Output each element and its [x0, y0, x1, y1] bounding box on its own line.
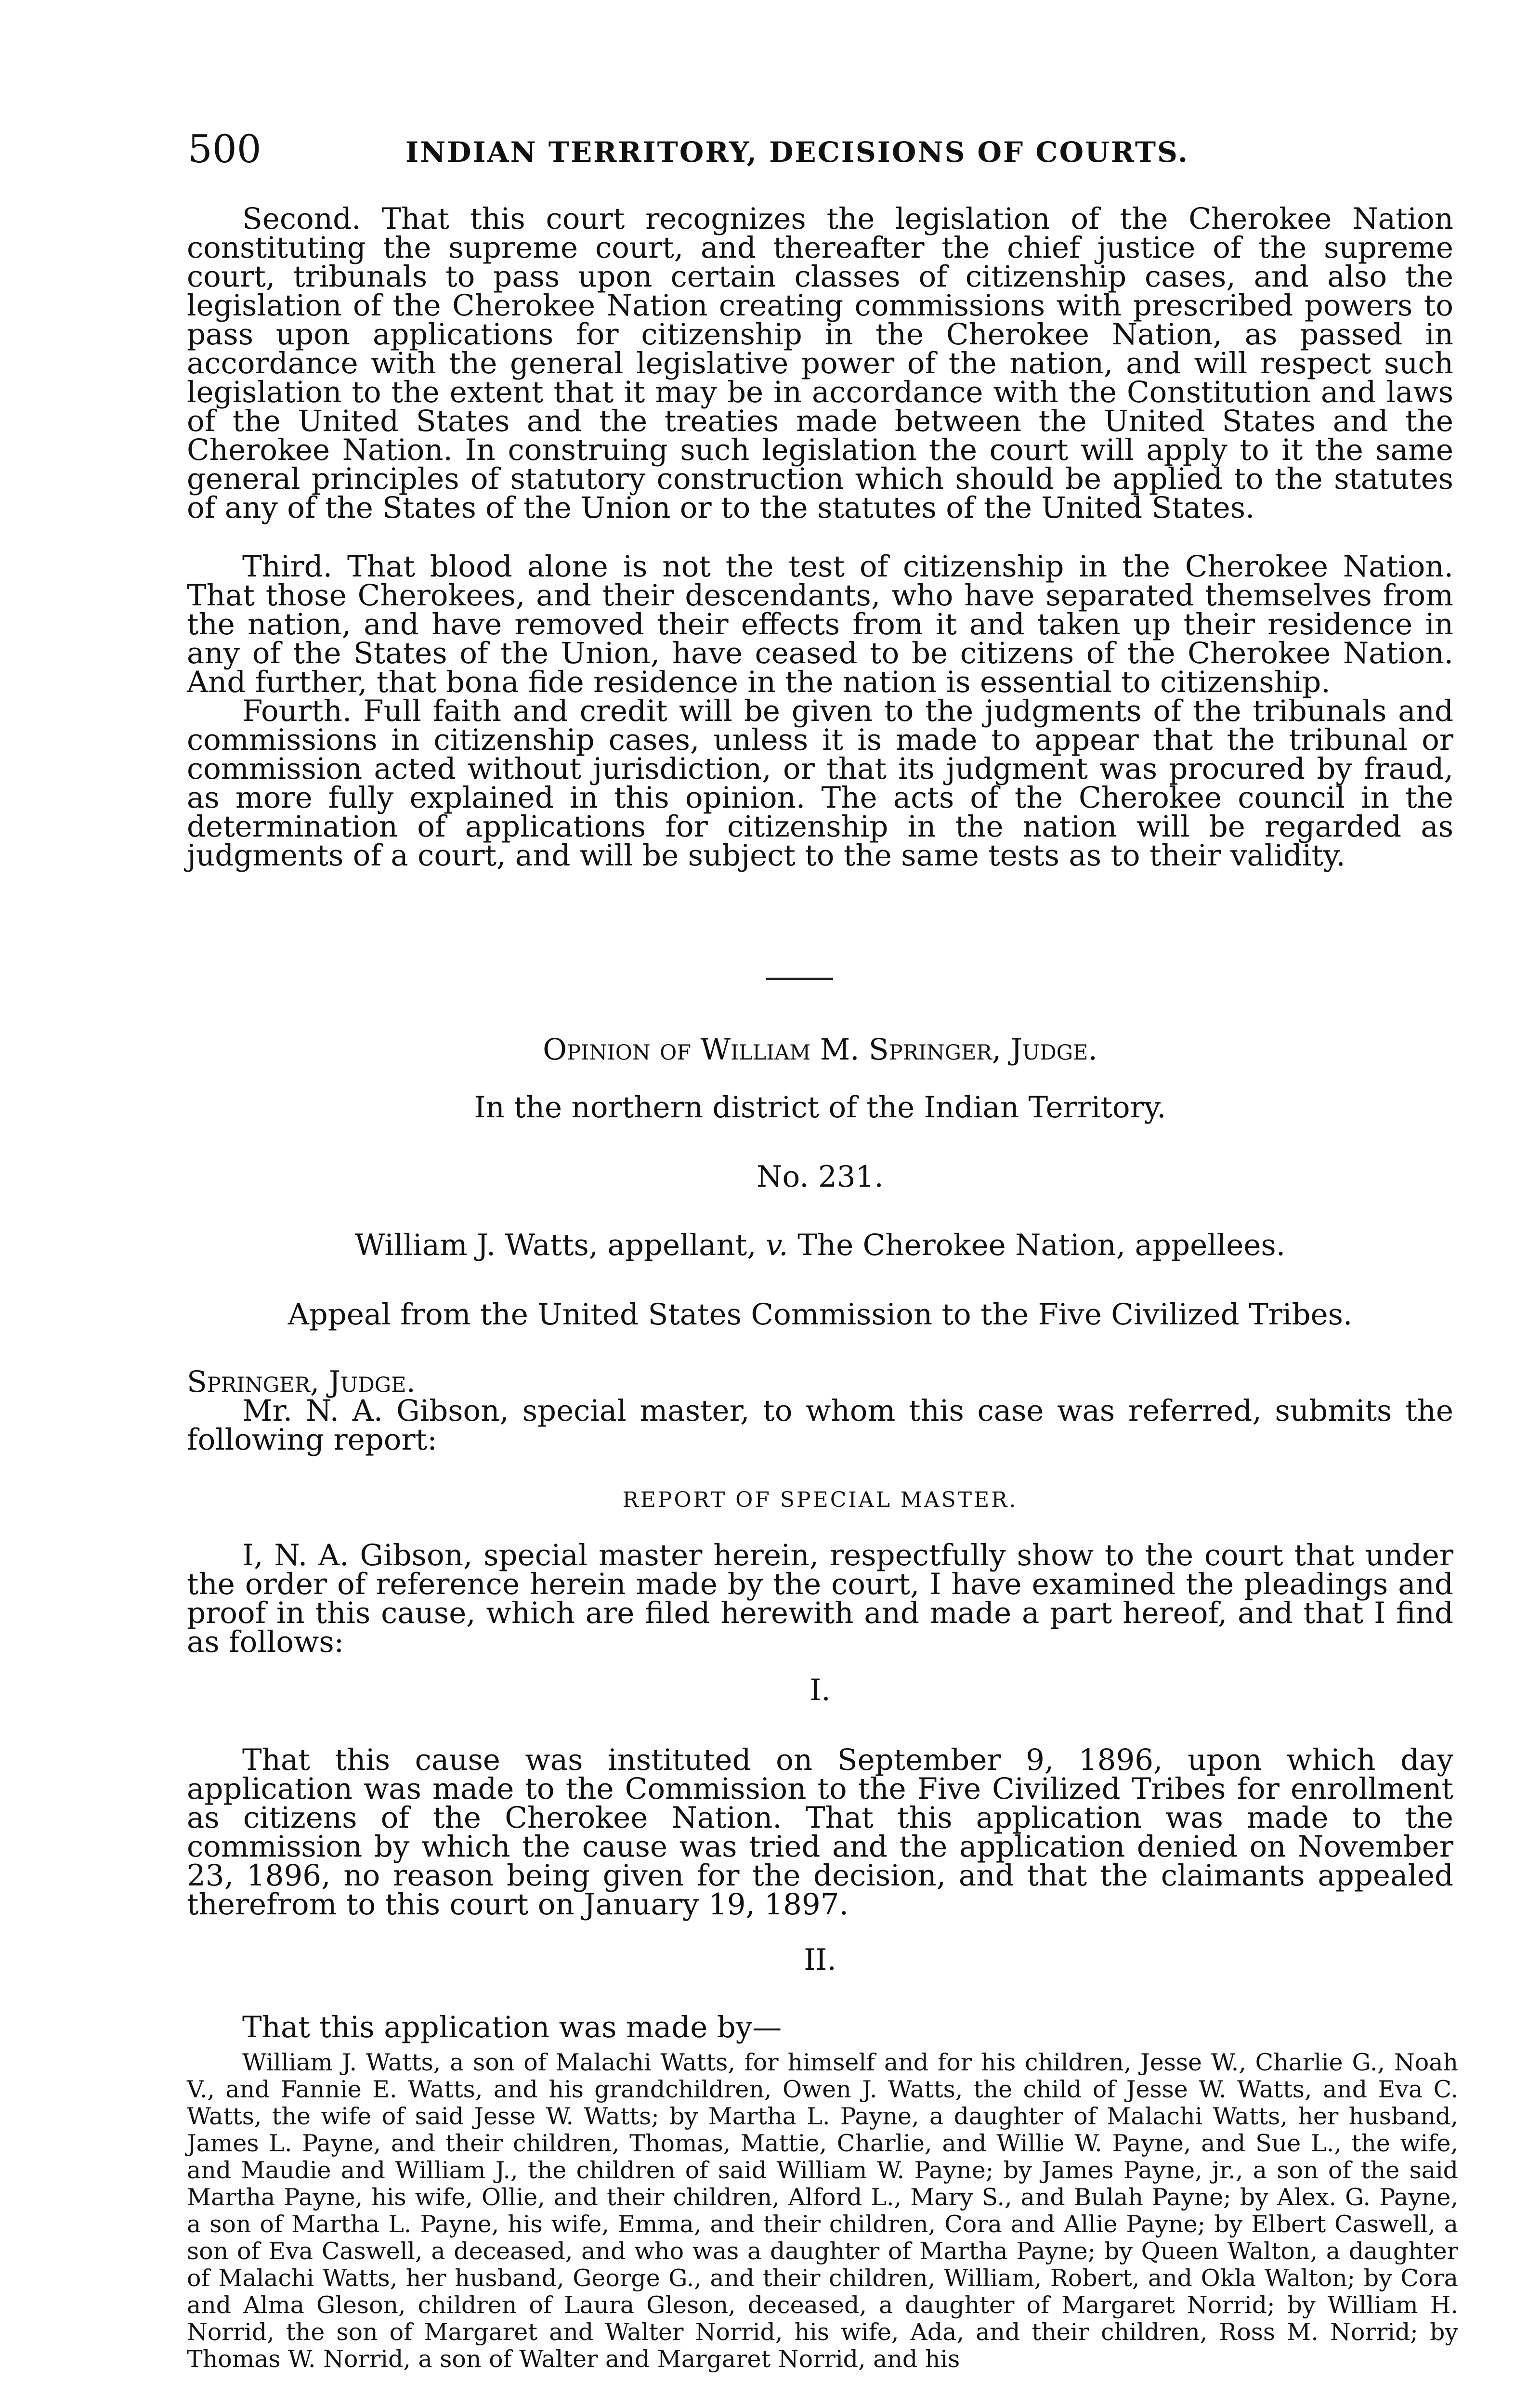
applicants-list: William J. Watts, a son of Malachi Watts, for himself and for his children, Jesse W., Charlie G., Noah V., and Fannie E. Watts, and his grandchildren, Owen J. Watts, the child of Jesse W. Watts, and Eva C. Watts, the wife of said Jesse W. Watts; by Martha L. Payne, a daughter of Malachi Watts, her husband, James L. Payne, and their children, Thomas, Mattie, Charlie, and Willie W. Payne, and Sue L., the wife, and Maudie and William J., the children of said William W. Payne; by James Payne, jr., a son of the said Martha Payne, his wife, Ollie, and their children, Alford L., Mary S., and Bulah Payne; by Alex. G. Payne, a son of Martha L. Payne, his wife, Emma, and their children, Cora and Allie Payne; by Elbert Caswell, a son of Eva Caswell, a deceased, and who was a daughter of Martha Payne; by Queen Walton, a daughter of Malachi Watts, her husband, George G., and their children, William, Robert, and Okla Walton; by Cora and Alma Gleson, children of Laura Gleson, deceased, a daughter of Margaret Norrid; by William H. Norrid, the son of Margaret and Walter Norrid, his wife, Ada, and their children, Ross M. Norrid; by Thomas W. Norrid, a son of Walter and Margaret Norrid, and his [187, 2049, 1458, 2373]
case-number: No. 231. [757, 1160, 884, 1194]
appellee: The Cherokee Nation, appellees. [797, 1228, 1286, 1262]
appeal-line: Appeal from the United States Commission to the Five Civilized Tribes. [287, 1297, 1353, 1332]
running-head [179, 125, 1292, 173]
report-heading: REPORT OF SPECIAL MASTER. [622, 1488, 1018, 1512]
paragraph-fourth: Fourth. Full faith and credit will be given to the judgments of the tribunals and commissions in citizenship cases, unless it is made to appear that the tribunal or commission acted without jurisdiction, or that its judgment was procured by fraud, as more fully explained in this opinion. The acts of the Cherokee council in the determination of applications for citizenship in the nation will be regarded as judgments of a court, and will be subject to the same tests as to their validity. [187, 694, 1453, 873]
case-parties [187, 1228, 1453, 1262]
section-2-intro: That this application was made by— [242, 2010, 782, 2044]
section-2-label: II. [804, 1943, 836, 1977]
paragraph-second: Second. That this court recognizes the legislation of the Cherokee Nation constituting the supreme court, and thereafter the chief justice of the supreme court, tribunals to pass upon certain classes of citizenship cases, and also the legislation of the Cherokee Nation creating commissions with prescribed powers to pass upon applications for citizenship in the Cherokee Nation, as passed in accordance with the general legislative power of the nation, and will respect such legislation to the extent that it may be in accordance with the Constitution and laws of the United States and the treaties made between the United States and the Cherokee Nation. In construing such legislation the court will apply to it the same general principles of statutory construction which should be applied to the statutes of any of the States of the Union or to the statutes of the United States. [187, 202, 1453, 525]
opinion-heading: Opinion of William M. Springer, Judge. [543, 1033, 1097, 1067]
section-divider [766, 978, 833, 980]
running-title: INDIAN TERRITORY, DECISIONS OF COURTS. [405, 136, 1189, 169]
judge-line: Springer, Judge. [187, 1365, 416, 1399]
paragraph-third: Third. That blood alone is not the test of citizenship in the Cherokee Nation. That those Cherokees, and their descendants, who have separated themselves from the nation, and have removed their effects from it and taken up their residence in any of the States of the Union, have ceased to be citizens of the Cherokee Nation. And further, that bona fide residence in the nation is essential to citizenship. [187, 550, 1453, 699]
intro-paragraph: Mr. N. A. Gibson, special master, to whom this case was referred, submits the following report: [187, 1394, 1453, 1457]
section-1-label: I. [810, 1673, 831, 1707]
appellant: William J. Watts, appellant, [354, 1228, 757, 1262]
section-1-text: That this cause was instituted on September 9, 1896, upon which day application was made to the Commission to the Five Civilized Tribes for enrollment as citizens of the Cherokee Nation. That this application was made to the commission by which the cause was tried and the application denied on November 23, 1896, no reason being given for the decision, and that the claimants appealed therefrom to this court on January 19, 1897. [187, 1743, 1453, 1922]
district-line: In the northern district of the Indian Territory. [474, 1090, 1166, 1125]
page-number: 500 [188, 127, 261, 171]
versus: v. [766, 1228, 788, 1262]
report-intro: I, N. A. Gibson, special master herein, respectfully show to the court that under the order of reference herein made by the court, I have examined the pleadings and proof in this cause, which are filed herewith and made a part hereof, and that I find as follows: [187, 1538, 1453, 1659]
